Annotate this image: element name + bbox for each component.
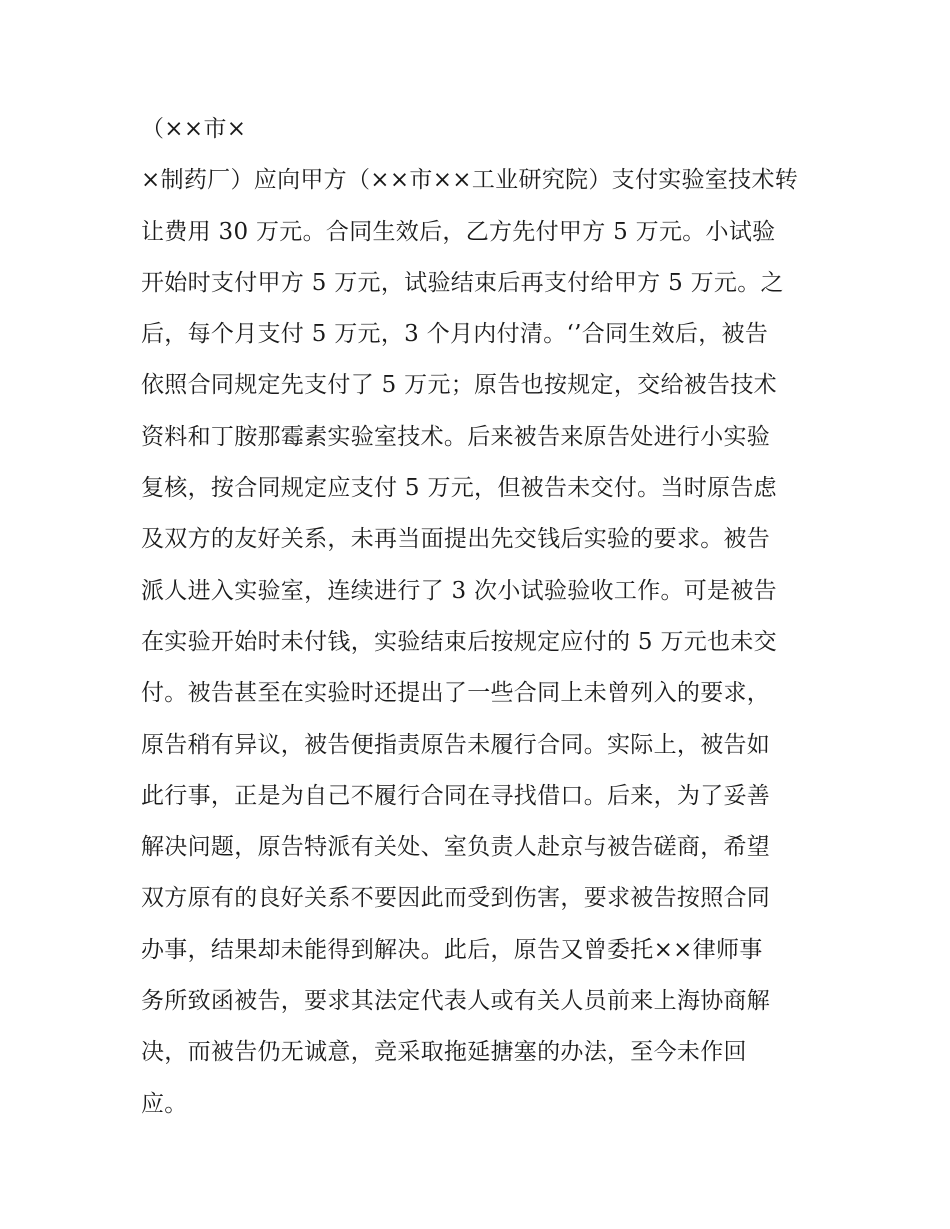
text-line-13: 原告稍有异议，被告便指责原告未履行合同。实际上，被告如 bbox=[141, 731, 771, 758]
text-line-8: 复核，按合同规定应支付 5 万元，但被告未交付。当时原告虑 bbox=[141, 475, 777, 502]
body-text bbox=[141, 109, 821, 1135]
text-line-17: 办事，结果却未能得到解决。此后，原告又曾委托××律师事 bbox=[141, 936, 763, 963]
text-line-18: 务所致函被告，要求其法定代表人或有关人员前来上海协商解 bbox=[141, 988, 771, 1015]
text-line-10: 派人进入实验室，连续进行了 3 次小试验验收工作。可是被告 bbox=[141, 577, 777, 604]
text-line-16: 双方原有的良好关系不要因此而受到伤害，要求被告按照合同 bbox=[141, 885, 771, 912]
text-line-1: （××市× bbox=[141, 116, 247, 142]
text-line-12: 付。被告甚至在实验时还提出了一些合同上未曾列入的要求， bbox=[141, 680, 771, 707]
text-line-20: 应。 bbox=[141, 1090, 188, 1117]
text-line-6: 依照合同规定先支付了 5 万元；原告也按规定，交给被告技术 bbox=[141, 372, 777, 399]
text-line-15: 解决问题，原告特派有关处、室负责人赴京与被告磋商，希望 bbox=[141, 834, 771, 861]
text-line-4: 开始时支付甲方 5 万元，试验结束后再支付给甲方 5 万元。之 bbox=[141, 269, 784, 296]
text-line-19: 决，而被告仍无诚意，竞采取拖延搪塞的办法，至今未作回 bbox=[141, 1039, 747, 1066]
text-line-11: 在实验开始时未付钱，实验结束后按规定应付的 5 万元也未交 bbox=[141, 628, 777, 655]
text-line-14: 此行事，正是为自己不履行合同在寻找借口。后来，为了妥善 bbox=[141, 782, 771, 809]
text-line-5: 后，每个月支付 5 万元，3 个月内付清。‘’合同生效后，被告 bbox=[141, 321, 769, 348]
text-line-2: ×制药厂）应向甲方（××市××工业研究院）支付实验室技术转 bbox=[141, 167, 799, 194]
text-line-9: 及双方的友好关系，未再当面提出先交钱后实验的要求。被告 bbox=[141, 526, 771, 553]
text-line-7: 资料和丁胺那霉素实验室技术。后来被告来原告处进行小实验 bbox=[141, 423, 771, 450]
text-line-3: 让费用 30 万元。合同生效后，乙方先付甲方 5 万元。小试验 bbox=[141, 218, 776, 245]
